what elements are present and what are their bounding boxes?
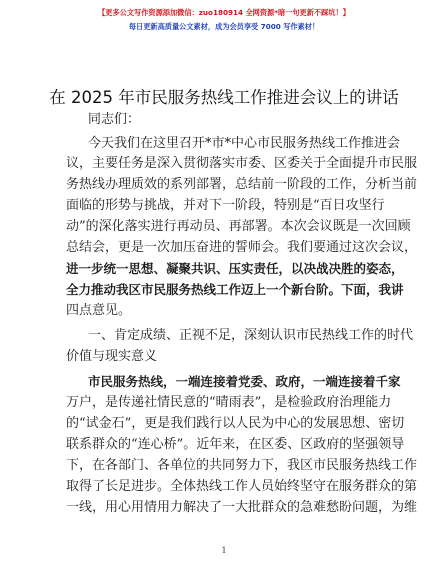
page-number: 1 bbox=[221, 546, 227, 555]
paragraph-1-line: 今天我们在这里召开*市*中心市民服务热线工作推进会 bbox=[88, 136, 401, 151]
paragraph-2-line: 联系群众的“连心桥”。近年来，在区委、区政府的坚强领导 bbox=[66, 437, 405, 452]
paragraph-2-line: 下，在各部门、各单位的共同努力下，我区市民服务热线工作 bbox=[66, 458, 418, 473]
paragraph-1-line: 动”的深化落实进行再动员、再部署。本次会议既是一次回顾 bbox=[66, 219, 411, 234]
paragraph-2-line: 市民服务热线，一端连接着党委、政府，一端连接着千家 bbox=[88, 374, 401, 389]
promo-banner-line-2: 每日更新高质量公文素材，成为会员享受 7000 写作素材！ bbox=[128, 22, 320, 31]
paragraph-1-line: 全力推动我区市民服务热线工作迈上一个新台阶。下面，我讲 bbox=[66, 282, 404, 297]
document-title: 在 2025 年市民服务热线工作推进会议上的讲话 bbox=[49, 88, 399, 107]
paragraph-1-line: 四点意见。 bbox=[66, 303, 132, 318]
paragraph-2-line: 的“试金石”，更是我们践行以人民为中心的发展思想、密切 bbox=[66, 416, 405, 431]
paragraph-2-line: 一线，用心用情用力解决了一大批群众的急难愁盼问题，为维 bbox=[66, 500, 418, 515]
paragraph-1-line: 总结会，更是一次加压奋进的誓师会。我们要通过这次会议， bbox=[66, 240, 418, 255]
section-heading-line: 一、肯定成绩、正视不足，深刻认识市民热线工作的时代 bbox=[88, 328, 414, 343]
paragraph-1-line: 务热线办理质效的系列部署，总结前一阶段的工作，分析当前 bbox=[66, 177, 418, 192]
section-heading-line: 价值与现实意义 bbox=[66, 349, 158, 364]
paragraph-2-line: 万户，是传递社情民意的“晴雨表”，是检验政府治理能力 bbox=[66, 395, 392, 410]
promo-banner-line-1: 【更多公文写作资源添加微信：zuo180914 全网资源*暗一句更新不踩坑！】 bbox=[98, 8, 350, 17]
paragraph-2-line: 取得了长足进步。全体热线工作人员始终坚守在服务群众的第 bbox=[66, 479, 418, 494]
paragraph-1-line: 面临的形势与挑战，并对下一阶段，特别是“百日攻坚行 bbox=[66, 198, 385, 213]
paragraph-1-line: 进一步统一思想、凝聚共识、压实责任，以决战决胜的姿态， bbox=[66, 261, 404, 276]
salutation: 同志们： bbox=[88, 112, 141, 127]
paragraph-1-line: 议，主要任务是深入贯彻落实市委、区委关于全面提升市民服 bbox=[66, 156, 418, 171]
